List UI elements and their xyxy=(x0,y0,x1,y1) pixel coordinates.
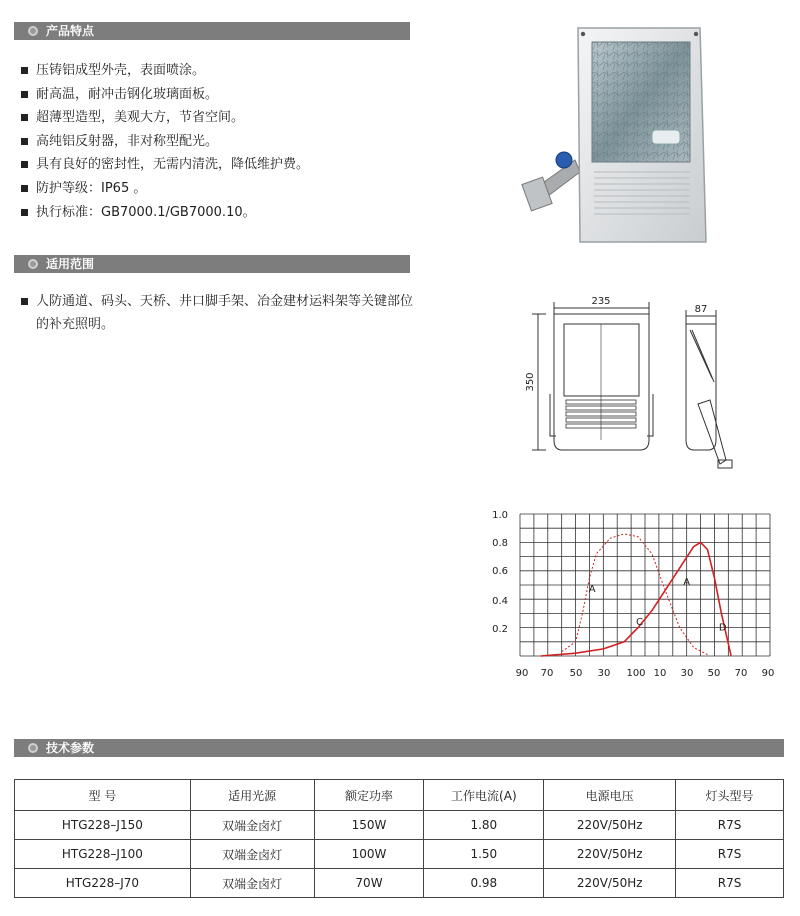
curve-annotation-label: A xyxy=(588,584,596,596)
header-model: 型 号 xyxy=(15,780,191,811)
feature-item: 具有良好的密封性，无需内清洗，降低维护费。 xyxy=(20,153,309,177)
header-power: 额定功率 xyxy=(314,780,424,811)
y-tick-label: 0.4 xyxy=(492,596,508,607)
header-lamp-base: 灯头型号 xyxy=(676,780,784,811)
x-tick-label: 70 xyxy=(540,668,554,679)
curve-annotation-label: D xyxy=(718,622,727,634)
height-dim-label: 350 xyxy=(525,372,536,392)
table-header-row xyxy=(15,780,784,811)
y-tick-label: 0.6 xyxy=(492,566,508,577)
curve-annotation-label: C xyxy=(635,616,643,628)
cell-lamp-base: R7S xyxy=(676,811,784,840)
x-tick-label: 30 xyxy=(680,668,694,679)
spec-table xyxy=(14,779,784,898)
specs-title: 技术参数 xyxy=(46,741,95,755)
series-line-0 xyxy=(562,534,708,655)
x-tick-label: 90 xyxy=(761,668,775,679)
feature-item: 防护等级：IP65 。 xyxy=(20,177,309,201)
cell-power: 150W xyxy=(314,811,424,840)
y-tick-label: 0.8 xyxy=(492,538,508,549)
features-title: 产品特点 xyxy=(46,24,95,38)
square-bullet-icon xyxy=(21,91,28,98)
bullet-circle-icon xyxy=(28,259,38,269)
specs-section-bar xyxy=(14,739,784,757)
x-tick-label: 30 xyxy=(597,668,611,679)
cell-voltage: 220V/50Hz xyxy=(544,811,676,840)
cell-model: HTG228–J150 xyxy=(15,811,191,840)
features-list xyxy=(20,59,309,224)
table-row xyxy=(15,840,784,869)
cell-voltage: 220V/50Hz xyxy=(544,840,676,869)
scope-paragraph xyxy=(20,290,420,336)
cell-voltage: 220V/50Hz xyxy=(544,869,676,898)
y-tick-label: 1.0 xyxy=(492,510,508,521)
cell-model: HTG228–J100 xyxy=(15,840,191,869)
scope-section-bar xyxy=(14,255,410,273)
feature-item: 执行标准：GB7000.1/GB7000.10。 xyxy=(20,201,309,225)
square-bullet-icon xyxy=(21,67,28,74)
floodlight-product-image xyxy=(520,20,720,250)
x-tick-label: 90 xyxy=(515,668,529,679)
x-tick-label: 50 xyxy=(707,668,721,679)
bullet-circle-icon xyxy=(28,26,38,36)
scope-text: 人防通道、码头、天桥、井口脚手架、冶金建材运料架等关键部位的补充照明。 xyxy=(36,294,414,332)
feature-item: 超薄型造型，美观大方，节省空间。 xyxy=(20,106,309,130)
width-dim-label: 235 xyxy=(591,296,611,307)
feature-item: 高纯铝反射器，非对称型配光。 xyxy=(20,130,309,154)
x-tick-label: 70 xyxy=(734,668,748,679)
header-current: 工作电流(A) xyxy=(424,780,544,811)
features-section-bar xyxy=(14,22,410,40)
depth-dim-label: 87 xyxy=(694,304,708,315)
dimension-drawing xyxy=(520,290,750,475)
cell-power: 100W xyxy=(314,840,424,869)
x-tick-label: 50 xyxy=(569,668,583,679)
cell-lamp-base: R7S xyxy=(676,869,784,898)
square-bullet-icon xyxy=(21,161,28,168)
square-bullet-icon xyxy=(21,209,28,216)
x-tick-label: 10 xyxy=(653,668,667,679)
table-row xyxy=(15,869,784,898)
light-distribution-chart xyxy=(480,500,780,690)
cell-current: 0.98 xyxy=(424,869,544,898)
x-tick-label: 100 xyxy=(626,668,646,679)
header-voltage: 电源电压 xyxy=(544,780,676,811)
y-tick-label: 0.2 xyxy=(492,624,508,635)
cell-model: HTG228–J70 xyxy=(15,869,191,898)
cell-light-source: 双端金卤灯 xyxy=(190,840,314,869)
cell-current: 1.50 xyxy=(424,840,544,869)
square-bullet-icon xyxy=(21,185,28,192)
table-row xyxy=(15,811,784,840)
feature-item: 耐高温，耐冲击钢化玻璃面板。 xyxy=(20,83,309,107)
feature-item: 压铸铝成型外壳，表面喷涂。 xyxy=(20,59,309,83)
cell-current: 1.80 xyxy=(424,811,544,840)
cell-light-source: 双端金卤灯 xyxy=(190,869,314,898)
header-light-source: 适用光源 xyxy=(190,780,314,811)
square-bullet-icon xyxy=(21,298,28,305)
cell-lamp-base: R7S xyxy=(676,840,784,869)
square-bullet-icon xyxy=(21,114,28,121)
cell-light-source: 双端金卤灯 xyxy=(190,811,314,840)
bullet-circle-icon xyxy=(28,743,38,753)
scope-title: 适用范围 xyxy=(46,257,95,271)
curve-annotation-label: A xyxy=(683,577,691,588)
cell-power: 70W xyxy=(314,869,424,898)
square-bullet-icon xyxy=(21,138,28,145)
